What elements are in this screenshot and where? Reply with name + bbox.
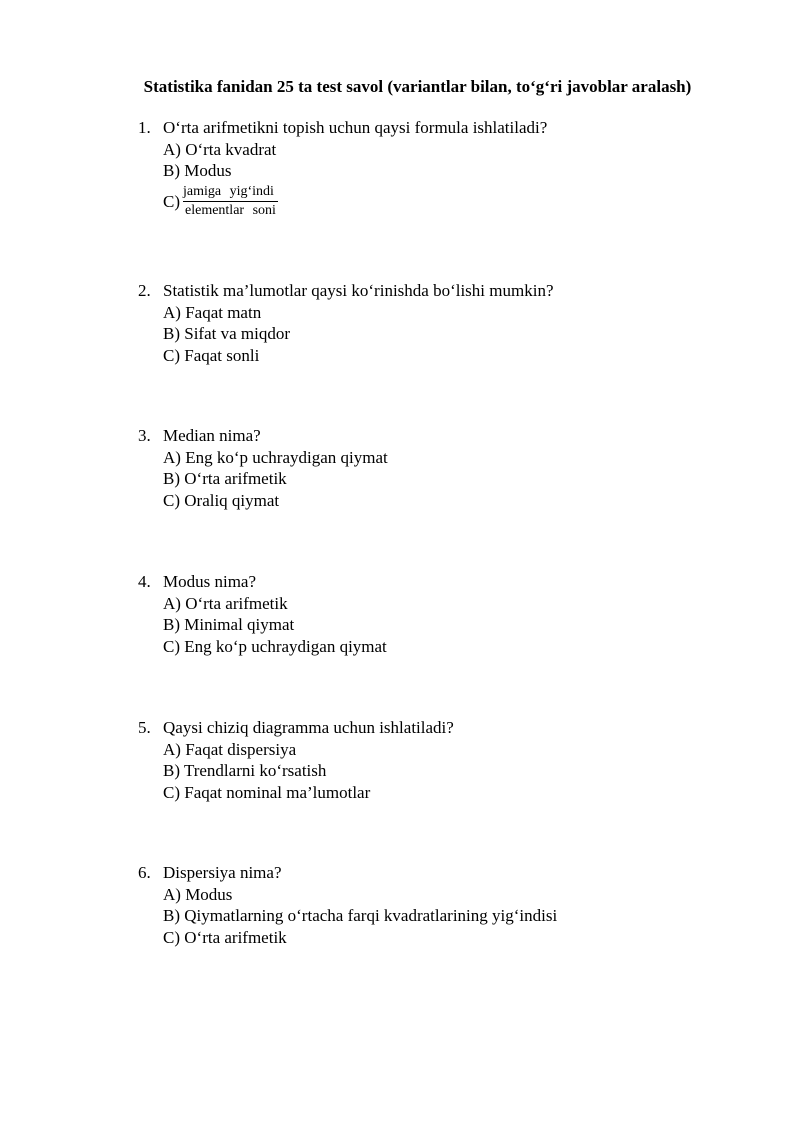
option-a: A) O‘rta kvadrat bbox=[163, 139, 277, 159]
fraction-denominator: elementlar soni bbox=[185, 203, 276, 219]
question-line bbox=[138, 425, 738, 447]
option-a: A) Modus bbox=[163, 884, 233, 904]
question-line bbox=[138, 280, 738, 302]
question-text: Statistik ma’lumotlar qaysi ko‘rinishda bo‘lishi mumkin? bbox=[163, 281, 554, 300]
option-b: B) Modus bbox=[163, 161, 232, 181]
question-line bbox=[138, 117, 738, 139]
option-list bbox=[163, 139, 738, 219]
question-number: 3. bbox=[138, 426, 151, 445]
option-c: C) Oraliq qiymat bbox=[163, 491, 280, 511]
option-c: C) O‘rta arifmetik bbox=[163, 928, 287, 948]
question-text: Dispersiya nima? bbox=[163, 863, 282, 882]
option-list bbox=[163, 884, 738, 949]
document-title: Statistika fanidan 25 ta test savol (variantlar bilan, to‘g‘ri javoblar aralash) bbox=[143, 77, 692, 96]
question-text: O‘rta arifmetikni topish uchun qaysi formula ishlatiladi? bbox=[163, 118, 548, 137]
option-a: A) Eng ko‘p uchraydigan qiymat bbox=[163, 447, 388, 467]
option-c: C) Faqat nominal ma’lumotlar bbox=[163, 783, 371, 803]
question-text: Median nima? bbox=[163, 426, 261, 445]
option-b: B) O‘rta arifmetik bbox=[163, 469, 287, 489]
question-2 bbox=[138, 280, 738, 367]
question-3 bbox=[138, 425, 738, 512]
question-number: 2. bbox=[138, 281, 151, 300]
option-b: B) Qiymatlarning o‘rtacha farqi kvadratlarining yig‘indisi bbox=[163, 906, 558, 926]
option-list bbox=[163, 593, 738, 658]
question-text: Modus nima? bbox=[163, 572, 257, 591]
option-b: B) Minimal qiymat bbox=[163, 615, 295, 635]
question-5 bbox=[138, 717, 738, 804]
option-a: A) Faqat dispersiya bbox=[163, 739, 297, 759]
question-number: 6. bbox=[138, 863, 151, 882]
fraction-numerator: jamiga yig‘indi bbox=[183, 184, 278, 202]
option-b: B) Sifat va miqdor bbox=[163, 324, 291, 344]
option-list bbox=[163, 302, 738, 367]
option-a: A) O‘rta arifmetik bbox=[163, 593, 288, 613]
question-line bbox=[138, 571, 738, 593]
question-line bbox=[138, 717, 738, 739]
question-number: 1. bbox=[138, 118, 151, 137]
option-c: C) Faqat sonli bbox=[163, 346, 260, 366]
option-a: A) Faqat matn bbox=[163, 302, 262, 322]
question-text: Qaysi chiziq diagramma uchun ishlatiladi? bbox=[163, 718, 454, 737]
option-prefix: C) bbox=[163, 191, 180, 211]
option-list bbox=[163, 739, 738, 804]
option-c: C) Eng ko‘p uchraydigan qiymat bbox=[163, 637, 387, 657]
question-6 bbox=[138, 862, 738, 949]
question-4 bbox=[138, 571, 738, 658]
option-b: B) Trendlarni ko‘rsatish bbox=[163, 761, 327, 781]
question-number: 5. bbox=[138, 718, 151, 737]
question-1 bbox=[138, 117, 738, 219]
question-line bbox=[138, 862, 738, 884]
question-number: 4. bbox=[138, 572, 151, 591]
option-list bbox=[163, 447, 738, 512]
fraction-formula bbox=[183, 184, 278, 219]
option-c bbox=[163, 184, 738, 219]
